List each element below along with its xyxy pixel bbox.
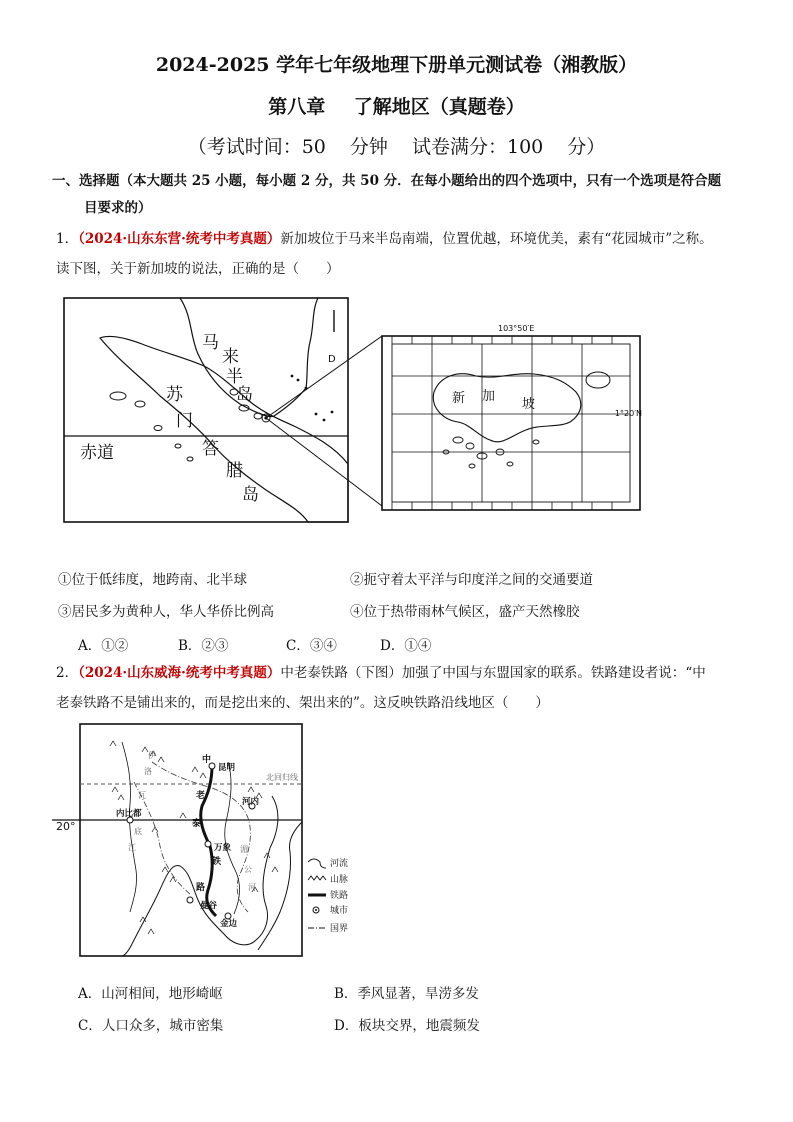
svg-text:伊: 伊 <box>148 751 156 760</box>
city-phnompenh-label: 金边 <box>220 919 238 929</box>
sumatra-label-3: 答 <box>202 439 219 459</box>
option-a[interactable]: A．①② <box>78 638 129 654</box>
rail-char-1: 中 <box>202 755 212 765</box>
equator-label: 赤道 <box>80 443 114 463</box>
city-vientiane-marker <box>205 841 211 847</box>
rail-char-5: 路 <box>196 883 206 893</box>
peninsula-label-3: 半 <box>226 367 243 387</box>
question-source-tag: （2024·山东东营·统考中考真题） <box>78 231 281 247</box>
lat-20-label: 20° <box>56 820 76 833</box>
question-1-stem <box>56 224 756 284</box>
svg-text:瓦: 瓦 <box>138 791 146 800</box>
question-number: 2． <box>56 665 79 681</box>
question-1-line1 <box>56 224 756 254</box>
question-text: 中老泰铁路（下图）加强了中国与东盟国家的联系。铁路建设者说：“中 <box>280 665 706 681</box>
svg-text:洛: 洛 <box>144 767 152 776</box>
question-1-line2: 读下图，关于新加坡的说法，正确的是（ ） <box>56 261 340 277</box>
peninsula-label-2: 来 <box>222 347 239 367</box>
exam-title: 2024-2025 学年七年级地理下册单元测试卷（湘教版） <box>155 54 638 76</box>
longitude-label: 103°50′E <box>498 324 535 333</box>
rail-char-2: 老 <box>196 791 206 801</box>
statement-2: ②扼守着太平洋与印度洋之间的交通要道 <box>350 572 593 588</box>
svg-text:底: 底 <box>134 827 142 836</box>
map2-frame <box>80 724 302 956</box>
city-kunming-label: 昆明 <box>218 763 236 773</box>
option-c[interactable]: C．人口众多，城市密集 <box>78 1018 224 1034</box>
question-number: 1． <box>56 231 79 247</box>
option-a[interactable]: A．山河相间，地形崎岖 <box>78 986 223 1002</box>
city-naypyidaw-label: 内比都 <box>116 809 142 819</box>
svg-text:湄: 湄 <box>240 845 248 854</box>
svg-text:D: D <box>328 354 336 365</box>
question-2-stem <box>56 658 756 718</box>
option-d[interactable]: D．板块交界，地震频发 <box>334 1018 480 1034</box>
option-b[interactable]: B．季风显著，旱涝多发 <box>334 986 479 1002</box>
rail-char-4: 铁 <box>212 857 222 867</box>
chapter-title: 第八章 了解地区（真题卷） <box>268 96 525 118</box>
singapore-label-1: 新 <box>452 391 466 406</box>
peninsula-label-1: 马 <box>202 333 219 353</box>
question-text: 新加坡位于马来半岛南端，位置优越，环境优美，素有“花园城市”之称。 <box>280 231 713 247</box>
option-c[interactable]: C．③④ <box>286 638 337 654</box>
rail-char-3: 泰 <box>192 819 202 829</box>
map-frame-left <box>64 298 348 522</box>
map2-legend <box>308 857 348 934</box>
svg-text:河流: 河流 <box>330 859 349 869</box>
singapore-label-3: 坡 <box>522 397 536 412</box>
option-d[interactable]: D．①④ <box>380 638 432 654</box>
svg-text:国界: 国界 <box>330 924 349 934</box>
sumatra-label-4: 腊 <box>226 461 243 481</box>
latitude-label: 1°20′N <box>614 409 642 418</box>
option-b[interactable]: B．②③ <box>178 638 229 654</box>
svg-text:城市: 城市 <box>330 906 349 916</box>
sumatra-label-1: 苏 <box>166 385 183 405</box>
question-2-line2: 老泰铁路不是铺出来的，而是挖出来的、架出来的”。这反映铁路沿线地区（ ） <box>56 695 549 711</box>
question-2-line1 <box>56 658 756 688</box>
city-vientiane-label: 万象 <box>214 843 232 853</box>
city-bangkok-marker <box>187 897 193 903</box>
section-heading-line1: 一、选择题（本大题共 25 小题，每小题 2 分，共 50 分．在每小题给出的四个选项中，只有一个选项是符合题 <box>52 173 722 189</box>
svg-text:河: 河 <box>248 883 256 892</box>
question-source-tag: （2024·山东威海·统考中考真题） <box>78 665 281 681</box>
peninsula-label-4: 岛 <box>236 385 253 405</box>
section-heading-line2: 目要求的） <box>84 200 152 216</box>
section-heading <box>52 168 752 222</box>
singapore-island-shape <box>433 374 580 442</box>
svg-text:山脉: 山脉 <box>330 875 349 885</box>
svg-text:铁路: 铁路 <box>330 891 349 901</box>
china-laos-thailand-railway-map <box>52 722 372 958</box>
singapore-label-2: 加 <box>482 389 496 404</box>
statement-3: ③居民多为黄种人，华人华侨比例高 <box>58 604 274 620</box>
svg-text:公: 公 <box>244 865 252 874</box>
statement-1: ①位于低纬度，地跨南、北半球 <box>58 572 247 588</box>
tropic-label: 北回归线 <box>266 773 298 782</box>
singapore-map <box>62 296 642 524</box>
sumatra-label-2: 门 <box>176 411 193 431</box>
sumatra-label-5: 岛 <box>242 485 259 505</box>
city-bangkok-label: 曼谷 <box>200 901 218 911</box>
statement-4: ④位于热带雨林气候区，盛产天然橡胶 <box>350 604 580 620</box>
map-frame-right <box>382 336 640 510</box>
exam-meta: （考试时间：50 分钟 试卷满分：100 分） <box>187 136 606 158</box>
svg-text:江: 江 <box>128 843 136 852</box>
city-hanoi-label: 河内 <box>242 797 260 807</box>
